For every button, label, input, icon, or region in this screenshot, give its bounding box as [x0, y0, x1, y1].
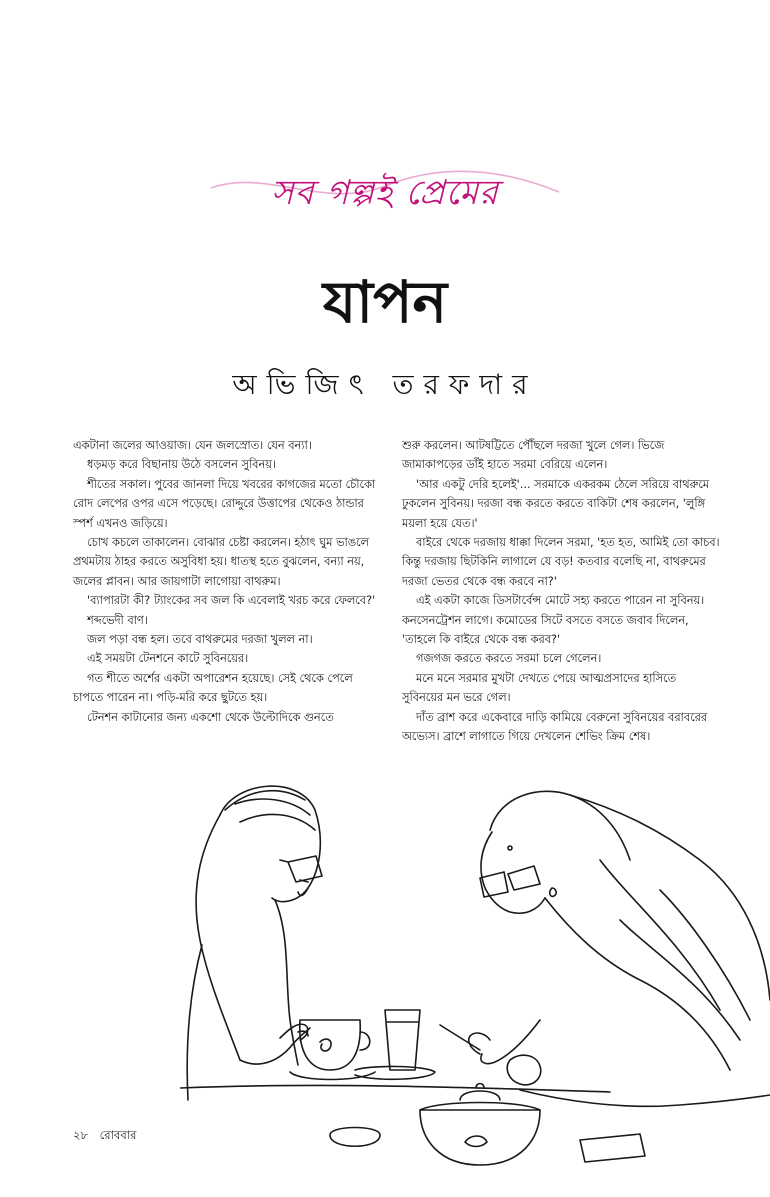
paragraph: জল পড়া বন্ধ হল। তবে বাথরুমের দরজা খুলল না। [87, 633, 313, 647]
man-shoulder [196, 815, 240, 1060]
man-hand [280, 1024, 308, 1040]
small-box [580, 1134, 645, 1162]
woman-bindi [508, 846, 512, 850]
paragraph: বাইরে থেকে দরজায় ধাক্কা দিলেন সরমা, 'হত হত, আমিই তো কাচব। কিন্তু দরজায় ছিটকিনি লাগালে যে বড়! কতবার বলেছি না, বাথরুমের দরজা ভেতর থেকে বন্ধ করবে না?' [402, 536, 720, 588]
woman-glasses [480, 866, 540, 897]
paragraph: এই সময়টা টেনশনে কাটে সুবিনয়ের। [87, 652, 249, 666]
sugar-bowl-lid [460, 1084, 500, 1101]
table-edge [180, 1085, 610, 1092]
story-author: অভিজিৎ তরফদার [232, 368, 538, 401]
sugar-bowl [420, 1103, 540, 1166]
woman-hand [469, 1033, 490, 1054]
saucer [290, 1072, 375, 1080]
paragraph: টেনশন কাটানোর জন্য একশো থেকে উল্টোদিকে গুনতে [87, 710, 334, 724]
man-hair [225, 791, 315, 830]
kicker-text: সব গল্পই প্রেমের [271, 173, 499, 213]
woman-shoulder [545, 898, 730, 1070]
glass [385, 1010, 420, 1070]
couple-breakfast-illustration [180, 770, 770, 1190]
cup-motif [320, 1039, 331, 1051]
man-back [187, 945, 202, 1100]
man-shirt-front [275, 900, 298, 1065]
plate [355, 1066, 435, 1079]
text-column-right [402, 436, 720, 747]
section-kicker [205, 148, 565, 238]
page-footer [73, 1127, 144, 1146]
woman-earring [550, 888, 556, 896]
story-title: যাপন [322, 268, 448, 336]
paragraph: শব্দভেদী বাণ। [87, 613, 148, 627]
paragraph: একটানা জলের আওয়াজ। যেন জলস্রোত। যেন বন্যা। [73, 439, 312, 452]
woman-bangle [507, 1055, 541, 1085]
man-glasses [280, 856, 322, 882]
knife [440, 1025, 480, 1050]
paragraph: দাঁত ব্রাশ করে একেবারে দাড়ি কামিয়ে বেরুনো সুবিনয়ের বরাবরের অভ্যেস। ব্রাশে লাগাতে গিয়ে দেখলেন শেভিং ক্রিম শেষ। [402, 710, 708, 744]
paragraph: ধড়মড় করে বিছানায় উঠে বসলেন সুবিনয়। [87, 458, 276, 472]
paragraph: এই একটা কাজে ডিসটার্বেন্স মোটে সহ্য করতে পারেন না সুবিনয়। কনসেনট্রেশন লাগে। কমোডের সিটে বসতে বসতে জবাব দিলেন, 'তাহলে কি বাইরে থেকে বন্ধ করব?' [402, 594, 705, 647]
paragraph: 'ব্যাপারটা কী? ট্যাংকের সব জল কি এবেলাই খরচ করে ফেলবে?' [87, 594, 376, 608]
paragraph: শুরু করলেন। আটষট্টিতে পৌঁছলে দরজা খুলে গেল। ভিজে জামাকাপড়ের ডাঁই হাতে সরমা বেরিয়ে এলেন। [402, 439, 665, 472]
paragraph: গজগজ করতে করতে সরমা চলে গেলেন। [416, 652, 602, 666]
paragraph: চোখ কচলে তাকালেন। বোঝার চেষ্টা করলেন। হঠাৎ ঘুম ভাঙলে প্রথমটায় ঠাহর করতে অসুবিধা হয়। ধাতস্থ হতে বুঝলেন, বন্যা নয়, জলের প্লাবন। আর জায়গাটা লাগোয়া বাথরুম। [73, 536, 369, 588]
woman-sari-head [570, 795, 770, 1000]
section-name: রোববার [99, 1128, 137, 1142]
small-dish [330, 1128, 380, 1147]
paragraph: শীতের সকাল। পুবের জানলা দিয়ে খবরের কাগজের মতো চৌকো রোদ লেপের ওপর এসে পড়েছে। রোদ্দুরে উত্তাপের থেকেও ঠান্ডার স্পর্শ এখনও জড়িয়ে। [73, 477, 376, 530]
page-number: ২৮ [73, 1128, 88, 1142]
woman-lap [520, 1090, 770, 1106]
paragraph: মনে মনে সরমার মুখটা দেখতে পেয়ে আত্মপ্রসাদের হাসিতে সুবিনয়ের মন ভরে গেল। [402, 671, 677, 705]
bowl-motif [465, 1136, 487, 1147]
paragraph: গত শীতে অর্শের একটা অপারেশন হয়েছে। সেই থেকে পেলে চাপতে পারেন না। পড়ি-মরি করে ছুটতে হয়। [73, 671, 353, 705]
text-column-left [73, 436, 383, 727]
paragraph: 'আর একটু দেরি হলেই'... সরমাকে একরকম ঠেলে সরিয়ে বাথরুমে ঢুকলেন সুবিনয়। দরজা বন্ধ করতে করতে বাকিটা শেষ করলেন, 'লুঙ্গি ময়লা হয়ে যেত।' [402, 477, 710, 530]
